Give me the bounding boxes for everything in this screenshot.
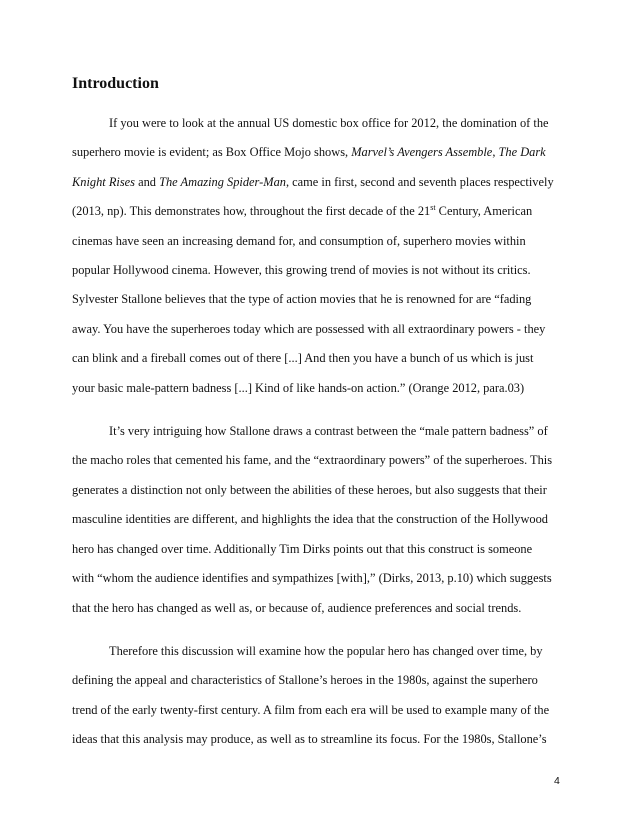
section-heading: Introduction [72, 75, 159, 92]
text-segment: away. You have the superheroes today which are possessed with all extraordinary powers - they [72, 321, 546, 336]
text-segment: , came in first, second and seventh places respectively [285, 174, 554, 189]
text-segment: can blink and a fireball comes out of there [...] And then you have a bunch of us which is just [72, 351, 534, 366]
italic-title: Knight Rises [72, 174, 135, 189]
text-line [72, 637, 566, 666]
text-line [72, 564, 566, 593]
text-segment: trend of the early twenty-first century. A film from each era will be used to example many of the [72, 702, 550, 717]
text-segment: and [135, 174, 160, 189]
text-segment: It’s very intriguing how Stallone draws a contrast between the “male pattern badness” of [109, 424, 548, 439]
text-line [72, 417, 566, 446]
text-segment: that the hero has changed as well as, or because of, audience preferences and social trends. [72, 600, 522, 615]
text-line [72, 725, 566, 754]
text-segment: popular Hollywood cinema. However, this growing trend of movies is not without its critics. [72, 263, 531, 278]
body-text [72, 109, 566, 755]
italic-title: The Amazing Spider-Man [159, 174, 286, 189]
text-line [72, 227, 566, 256]
text-line [72, 446, 566, 475]
paragraph [72, 637, 566, 755]
text-line [72, 594, 566, 623]
superscript: st [430, 203, 436, 213]
text-segment: , [492, 145, 499, 160]
text-segment: your basic male-pattern badness [...] Kind of like hands-on action.” (Orange 2012, para.03) [72, 380, 525, 395]
text-segment: generates a distinction not only between the abilities of these heroes, but also suggests that their [72, 482, 547, 497]
page-number: 4 [554, 775, 560, 787]
text-segment: the macho roles that cemented his fame, and the “extraordinary powers” of the superheroes. This [72, 453, 553, 468]
text-line [72, 696, 566, 725]
text-segment: (2013, np). This demonstrates how, throughout the first decade of the 21 [72, 204, 431, 219]
text-segment: superhero movie is evident; as Box Office Mojo shows, [72, 145, 352, 160]
text-line [72, 476, 566, 505]
text-line [72, 505, 566, 534]
text-line [72, 197, 566, 226]
text-line [72, 285, 566, 314]
text-segment: Sylvester Stallone believes that the type of action movies that he is renowned for are “fading [72, 292, 532, 307]
paragraph [72, 109, 566, 403]
text-segment: Century, American [435, 204, 533, 219]
text-segment: defining the appeal and characteristics of Stallone’s heroes in the 1980s, against the superhero [72, 673, 538, 688]
text-line [72, 315, 566, 344]
text-segment: hero has changed over time. Additionally Tim Dirks points out that this construct is someone [72, 541, 533, 556]
text-line [72, 344, 566, 373]
text-segment: ideas that this analysis may produce, as well as to streamline its focus. For the 1980s, Stallone’s [72, 732, 547, 747]
text-segment: Therefore this discussion will examine how the popular hero has changed over time, by [109, 643, 543, 658]
text-segment: cinemas have seen an increasing demand for, and consumption of, superhero movies within [72, 233, 526, 248]
text-line [72, 109, 566, 138]
text-line [72, 666, 566, 695]
text-line [72, 535, 566, 564]
text-line [72, 374, 566, 403]
paragraph [72, 417, 566, 623]
text-line [72, 256, 566, 285]
text-line [72, 138, 566, 167]
text-line [72, 168, 566, 197]
italic-title: The Dark [498, 145, 546, 160]
italic-title: Marvel’s Avengers Assemble [351, 145, 493, 160]
text-segment: with “whom the audience identifies and sympathizes [with],” (Dirks, 2013, p.10) which suggests [72, 571, 552, 586]
text-segment: If you were to look at the annual US domestic box office for 2012, the domination of the [109, 116, 549, 130]
text-segment: masculine identities are different, and highlights the idea that the construction of the Hollywood [72, 512, 548, 527]
